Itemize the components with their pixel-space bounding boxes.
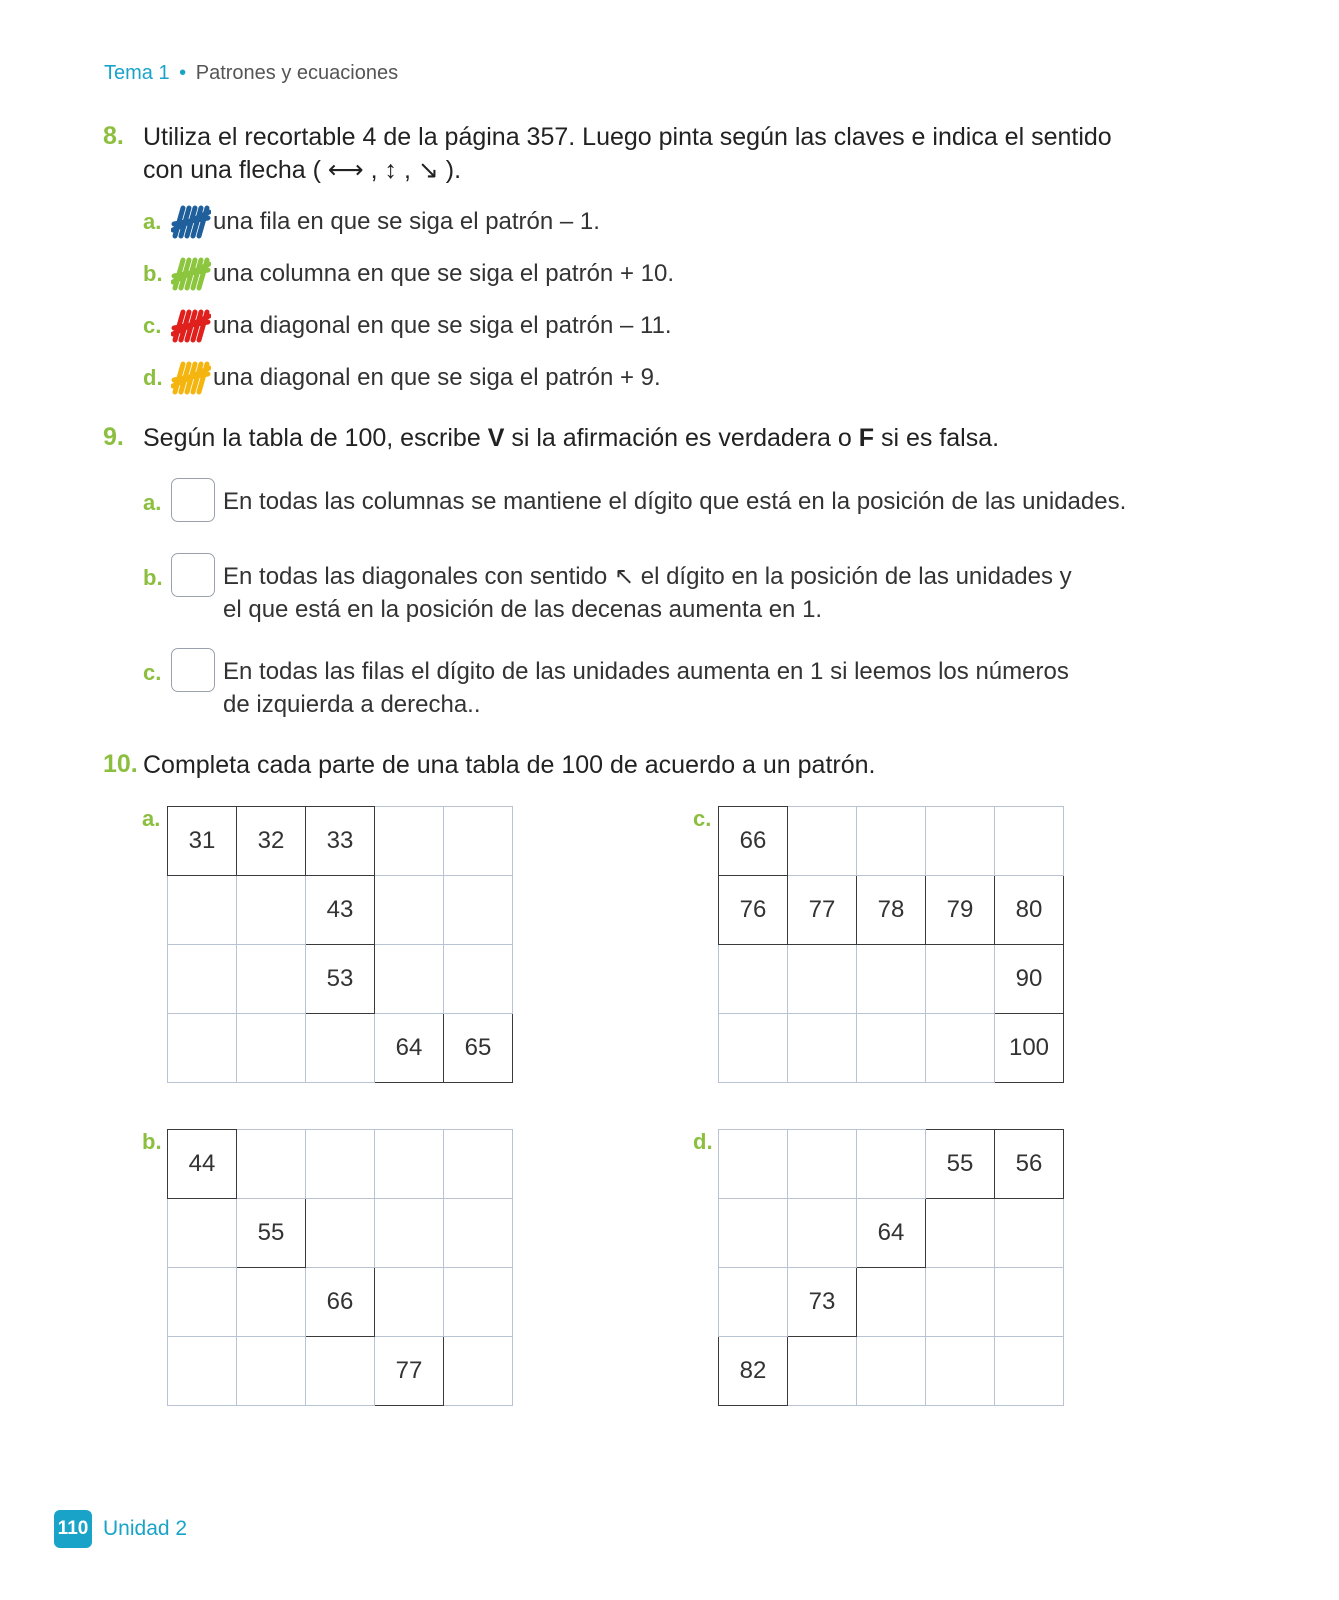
q9-item-b-answer-box[interactable]: [171, 553, 215, 597]
grid-row: [719, 1268, 1064, 1337]
grid-cell-blank[interactable]: [375, 1199, 444, 1268]
grid-cell-blank[interactable]: [926, 945, 995, 1014]
q8-item-text: una fila en que se siga el patrón – 1.: [213, 208, 600, 235]
grid-cell-blank[interactable]: [444, 945, 513, 1014]
grid-cell-blank[interactable]: [306, 1014, 375, 1083]
grid-cell-blank[interactable]: [168, 1014, 237, 1083]
grid-cell-given: 55: [926, 1130, 995, 1199]
q9-text-part: si la afirmación es verdadera o: [504, 424, 859, 452]
grid-cell-blank[interactable]: [168, 1268, 237, 1337]
grid-cell-blank[interactable]: [857, 1337, 926, 1406]
grid-cell-given: 64: [375, 1014, 444, 1083]
grid-cell-given: 64: [857, 1199, 926, 1268]
q8-item-letter: a.: [143, 209, 162, 234]
grid-a-letter: a.: [142, 806, 161, 831]
grid-cell-blank[interactable]: [926, 1014, 995, 1083]
grid-cell-blank[interactable]: [788, 1014, 857, 1083]
grid-row: [168, 1199, 513, 1268]
grid-cell-blank[interactable]: [306, 1130, 375, 1199]
grid-cell-blank[interactable]: [995, 1337, 1064, 1406]
grid-cell-given: 53: [306, 945, 375, 1014]
grid-b-letter: b.: [142, 1129, 162, 1154]
grid-cell-given: 66: [306, 1268, 375, 1337]
grid-row: [168, 1337, 513, 1406]
grid-cell-blank[interactable]: [788, 945, 857, 1014]
grid-cell-blank[interactable]: [926, 1199, 995, 1268]
grid-cell-given: 77: [788, 876, 857, 945]
grid-row: [719, 1337, 1064, 1406]
grid-cell-blank[interactable]: [926, 807, 995, 876]
grid-cell-blank[interactable]: [857, 1268, 926, 1337]
q9-item-c-line1: En todas las filas el dígito de las unidades aumenta en 1 si leemos los números: [223, 658, 1069, 685]
q9-item-a-letter: a.: [143, 490, 162, 515]
grid-cell-given: 80: [995, 876, 1064, 945]
grid-cell-blank[interactable]: [237, 876, 306, 945]
grid-cell-blank[interactable]: [168, 945, 237, 1014]
grid-row: [719, 1199, 1064, 1268]
grid-cell-blank[interactable]: [995, 1268, 1064, 1337]
q9-item-b-letter: b.: [143, 565, 163, 590]
grid-cell-blank[interactable]: [788, 1337, 857, 1406]
grid-cell-given: 55: [237, 1199, 306, 1268]
grid-cell-blank[interactable]: [444, 1199, 513, 1268]
header-subject: Patrones y ecuaciones: [195, 62, 399, 84]
grid-c-letter: c.: [693, 806, 712, 831]
grid-cell-blank[interactable]: [857, 945, 926, 1014]
grid-cell-blank[interactable]: [444, 876, 513, 945]
grid-cell-blank[interactable]: [788, 1199, 857, 1268]
q8-item-letter: b.: [143, 261, 163, 286]
q10-number: 10.: [103, 750, 138, 778]
grid-cell-blank[interactable]: [375, 1268, 444, 1337]
q9-item-a-answer-box[interactable]: [171, 478, 215, 522]
grid-cell-given: 66: [719, 807, 788, 876]
unit-label: Unidad 2: [103, 1517, 188, 1540]
hundred-chart-part-c: [718, 806, 1064, 1083]
q9-item-c-letter: c.: [143, 660, 162, 685]
q10-instruction: Completa cada parte de una tabla de 100 de acuerdo a un patrón.: [143, 751, 876, 779]
grid-row: [168, 945, 513, 1014]
grid-cell-blank[interactable]: [375, 807, 444, 876]
grid-cell-blank[interactable]: [995, 807, 1064, 876]
grid-d-letter: d.: [693, 1129, 713, 1154]
grid-row: [719, 945, 1064, 1014]
grid-cell-blank[interactable]: [306, 1337, 375, 1406]
grid-cell-blank[interactable]: [857, 807, 926, 876]
header-separator: •: [179, 62, 187, 84]
grid-cell-blank[interactable]: [237, 1130, 306, 1199]
grid-cell-given: 43: [306, 876, 375, 945]
blue-crayon-scribble-icon: [171, 204, 211, 240]
grid-cell-blank[interactable]: [788, 1130, 857, 1199]
q8-item-letter: d.: [143, 365, 163, 390]
grid-cell-blank[interactable]: [375, 876, 444, 945]
grid-row: [168, 1014, 513, 1083]
grid-cell-given: 100: [995, 1014, 1064, 1083]
grid-cell-given: 82: [719, 1337, 788, 1406]
q9-item-c-answer-box[interactable]: [171, 648, 215, 692]
grid-cell-given: 90: [995, 945, 1064, 1014]
grid-cell-given: 65: [444, 1014, 513, 1083]
grid-cell-blank[interactable]: [719, 1130, 788, 1199]
q9-item-b-line2: el que está en la posición de las decenas aumenta en 1.: [223, 596, 823, 623]
q8-instruction-line1: Utiliza el recortable 4 de la página 357. Luego pinta según las claves e indica el sentido: [143, 123, 1112, 151]
grid-cell-given: 33: [306, 807, 375, 876]
grid-cell-blank[interactable]: [444, 1268, 513, 1337]
grid-cell-blank[interactable]: [926, 1337, 995, 1406]
red-crayon-scribble-icon: [171, 308, 211, 344]
grid-row: [168, 1268, 513, 1337]
grid-cell-blank[interactable]: [237, 1268, 306, 1337]
grid-row: [719, 807, 1064, 876]
q9-text-part: si es falsa.: [874, 424, 1000, 452]
grid-cell-blank[interactable]: [788, 807, 857, 876]
grid-cell-blank[interactable]: [237, 1337, 306, 1406]
grid-row: [168, 807, 513, 876]
grid-cell-blank[interactable]: [857, 1130, 926, 1199]
grid-cell-blank[interactable]: [306, 1199, 375, 1268]
q8-item-text: una columna en que se siga el patrón + 10.: [213, 260, 674, 287]
grid-cell-blank[interactable]: [168, 876, 237, 945]
q8-item-text: una diagonal en que se siga el patrón + 9.: [213, 364, 661, 391]
grid-row: [719, 1130, 1064, 1199]
q9-text-part: Según la tabla de 100, escribe: [143, 424, 488, 452]
grid-cell-blank[interactable]: [719, 1268, 788, 1337]
grid-cell-blank[interactable]: [926, 1268, 995, 1337]
hundred-chart-part-a: [167, 806, 513, 1083]
grid-cell-blank[interactable]: [719, 1199, 788, 1268]
grid-row: [719, 1014, 1064, 1083]
grid-cell-blank[interactable]: [237, 1014, 306, 1083]
grid-cell-blank[interactable]: [168, 1337, 237, 1406]
q9-item-c-line2: de izquierda a derecha..: [223, 691, 481, 718]
green-crayon-scribble-icon: [171, 256, 211, 292]
grid-cell-given: 77: [375, 1337, 444, 1406]
q8-item-letter: c.: [143, 313, 162, 338]
hundred-chart-part-d: [718, 1129, 1064, 1406]
q9-instruction: [143, 422, 999, 455]
q9-item-b-line1: En todas las diagonales con sentido ↖ el dígito en la posición de las unidades y: [223, 563, 1072, 590]
grid-cell-given: 78: [857, 876, 926, 945]
grid-cell-blank[interactable]: [237, 945, 306, 1014]
grid-cell-blank[interactable]: [444, 1337, 513, 1406]
q8-number: 8.: [103, 122, 124, 150]
grid-cell-given: 79: [926, 876, 995, 945]
grid-cell-blank[interactable]: [444, 807, 513, 876]
q9-item-a-line1: En todas las columnas se mantiene el dígito que está en la posición de las unidades.: [223, 488, 1127, 515]
grid-cell-blank[interactable]: [719, 945, 788, 1014]
grid-row: [719, 876, 1064, 945]
grid-cell-blank[interactable]: [375, 945, 444, 1014]
grid-cell-blank[interactable]: [444, 1130, 513, 1199]
grid-cell-blank[interactable]: [857, 1014, 926, 1083]
grid-cell-given: 31: [168, 807, 237, 876]
grid-cell-given: 44: [168, 1130, 237, 1199]
page-header: [104, 62, 398, 85]
q8-instruction-line2: con una flecha ( ⟷ , ↕ , ↘ ).: [143, 156, 462, 184]
q9-false-letter: F: [858, 424, 875, 452]
grid-cell-blank[interactable]: [168, 1199, 237, 1268]
grid-cell-given: 76: [719, 876, 788, 945]
yellow-crayon-scribble-icon: [171, 360, 211, 396]
q9-true-letter: V: [487, 424, 505, 452]
grid-row: [168, 1130, 513, 1199]
grid-row: [168, 876, 513, 945]
grid-cell-given: 32: [237, 807, 306, 876]
header-tema: Tema 1: [104, 62, 170, 84]
q8-item-text: una diagonal en que se siga el patrón – 11.: [213, 312, 672, 339]
grid-cell-blank[interactable]: [375, 1130, 444, 1199]
q9-number: 9.: [103, 423, 124, 451]
grid-cell-blank[interactable]: [719, 1014, 788, 1083]
hundred-chart-part-b: [167, 1129, 513, 1406]
page-number-badge: 110: [54, 1510, 92, 1548]
grid-cell-given: 73: [788, 1268, 857, 1337]
grid-cell-blank[interactable]: [995, 1199, 1064, 1268]
grid-cell-given: 56: [995, 1130, 1064, 1199]
